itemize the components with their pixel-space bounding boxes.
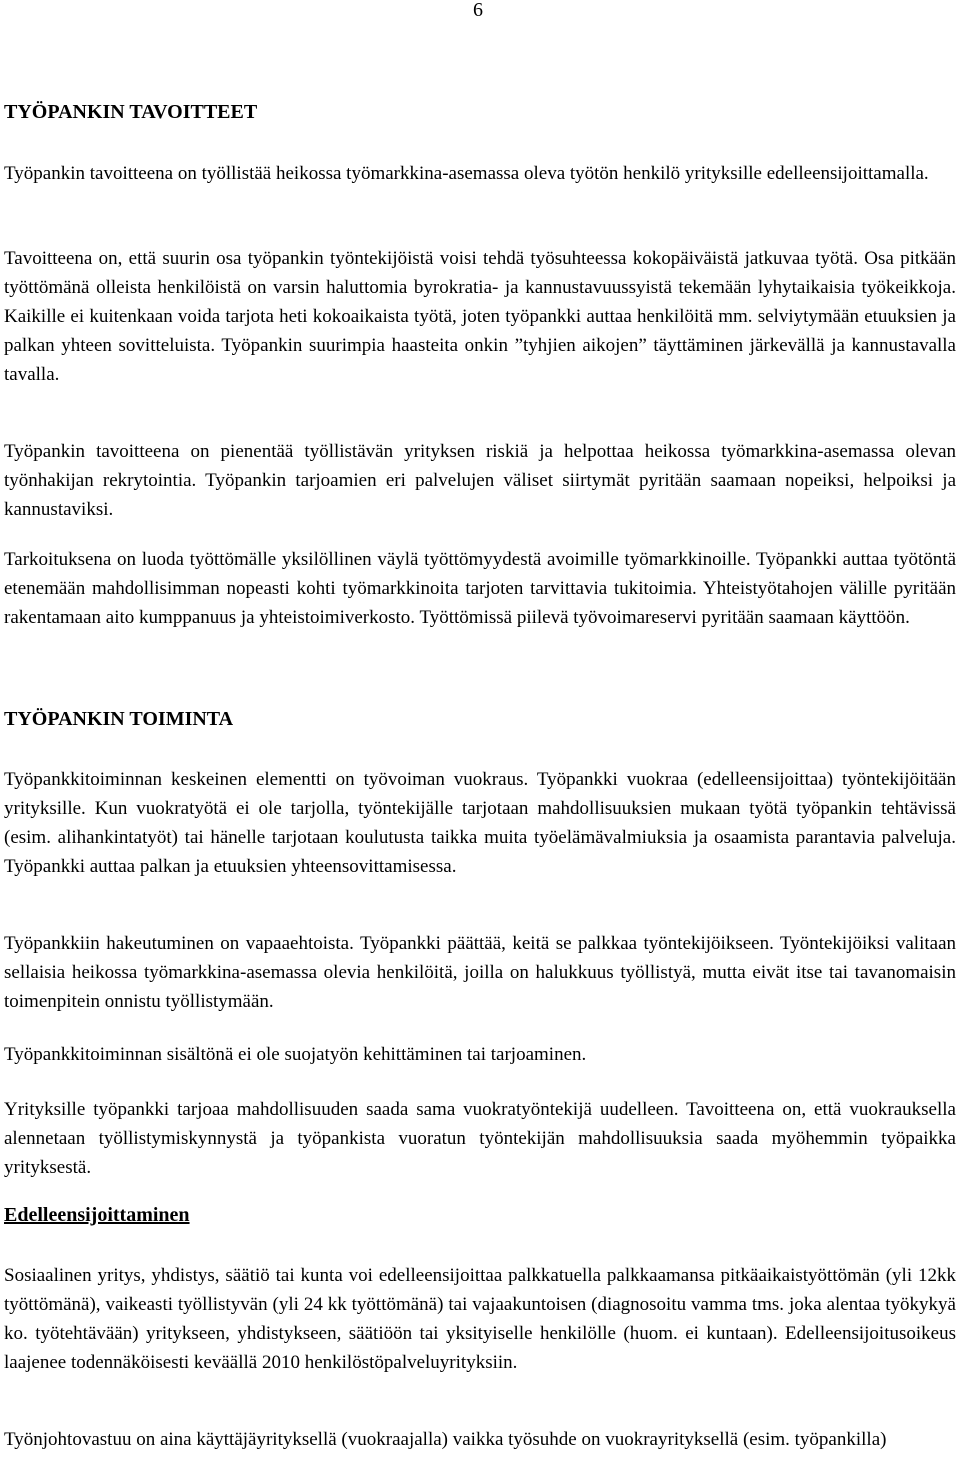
paragraph-edelleensijoittaminen-2: Työnjohtovastuu on aina käyttäjäyrityksellä (vuokraajalla) vaikka työsuhde on vuokrayrityksellä (esim. työpankilla): [4, 1429, 887, 1450]
paragraph-toiminta-3: Työpankkitoiminnan sisältönä ei ole suojatyön kehittäminen tai tarjoaminen.: [4, 1044, 587, 1065]
heading-tyopankin-tavoitteet: TYÖPANKIN TAVOITTEET: [4, 101, 258, 123]
subheading-edelleensijoittaminen: Edelleensijoittaminen: [4, 1204, 190, 1226]
paragraph-toiminta-1: Työpankkitoiminnan keskeinen elementti on työvoiman vuokraus. Työpankki vuokraa (edelleensijoittaa) työntekijöitään yrityksille. Kun vuokratyötä ei ole tarjolla, työntekijälle tarjotaan mahdollisuuksien mukaan työtä työpankin tehtävissä (esim. alihankintatyöt) tai hänelle tarjotaan koulutusta taikka muita työelämävalmiuksia ja osaamista parantavia palveluja. Työpankki auttaa palkan ja etuuksien yhteensovittamisessa.: [4, 769, 956, 877]
paragraph-tavoitteet-2: Tavoitteena on, että suurin osa työpankin työntekijöistä voisi tehdä työsuhteessa kokopäiväistä jatkuvaa työtä. Osa pitkään työttömänä olleista henkilöistä on varsin haluttomia byrokratia- ja kannustavuussyistä tekemään lyhytaikaisia työkeikkoja. Kaikille ei kuitenkaan voida tarjota heti kokoaikaista työtä, joten työpankki auttaa henkilöitä mm. selviytymään etuuksien ja palkan yhteen sovitteluista. Työpankin suurimpia haasteita onkin ”tyhjien aikojen” täyttäminen järkevällä ja kannustavalla tavalla.: [4, 248, 956, 385]
paragraph-tavoitteet-4: Tarkoituksena on luoda työttömälle yksilöllinen väylä työttömyydestä avoimille työmarkkinoille. Työpankki auttaa työtöntä etenemään mahdollisimman nopeasti kohti työmarkkinoita tarjoten tarvittavia tukitoimia. Yhteistyötahojen välille pyritään rakentamaan aito kumppanuus ja yhteistoimiverkosto. Työttömissä piilevä työvoimareservi pyritään saamaan käyttöön.: [4, 549, 956, 628]
paragraph-toiminta-4: Yrityksille työpankki tarjoaa mahdollisuuden saada sama vuokratyöntekijä uudelleen. Tavoitteena on, että vuokrauksella alennetaan työllistymiskynnystä ja työpankista vuoratun työntekijän mahdollisuuksia saada myöhemmin työpaikka yrityksestä.: [4, 1099, 956, 1178]
paragraph-edelleensijoittaminen-1: Sosiaalinen yritys, yhdistys, säätiö tai kunta voi edelleensijoittaa palkkatuella palkkaamansa pitkäaikaistyöttömän (yli 12kk työttömänä), vaikeasti työllistyvän (yli 24 kk työttömänä) tai vajaakuntoisen (diagnosoitu vamma tms. joka alentaa työkykyä ko. työtehtävään) yritykseen, yhdistykseen, säätiöön tai yksityiselle henkilölle (huom. ei kuntaan). Edelleensijoitusoikeus laajenee todennäköisesti keväällä 2010 henkilöstöpalveluyrityksiin.: [4, 1265, 956, 1373]
page-number: 6: [473, 0, 483, 21]
paragraph-toiminta-2: Työpankkiin hakeutuminen on vapaaehtoista. Työpankki päättää, keitä se palkkaa työntekijöikseen. Työntekijöiksi valitaan sellaisia heikossa työmarkkina-asemassa olevia henkilöitä, joilla on halukkuus työllistyä, mutta eivät itse tai tavanomaisin toimenpitein onnistu työllistymään.: [4, 933, 956, 1012]
heading-tyopankin-toiminta: TYÖPANKIN TOIMINTA: [4, 708, 234, 730]
paragraph-tavoitteet-3: Työpankin tavoitteena on pienentää työllistävän yrityksen riskiä ja helpottaa heikossa työmarkkina-asemassa olevan työnhakijan rekrytointia. Työpankin tarjoamien eri palvelujen väliset siirtymät pyritään saamaan nopeiksi, helpoiksi ja kannustaviksi.: [4, 441, 956, 520]
paragraph-tavoitteet-1: Työpankin tavoitteena on työllistää heikossa työmarkkina-asemassa oleva työtön henkilö yrityksille edelleensijoittamalla.: [4, 163, 929, 184]
